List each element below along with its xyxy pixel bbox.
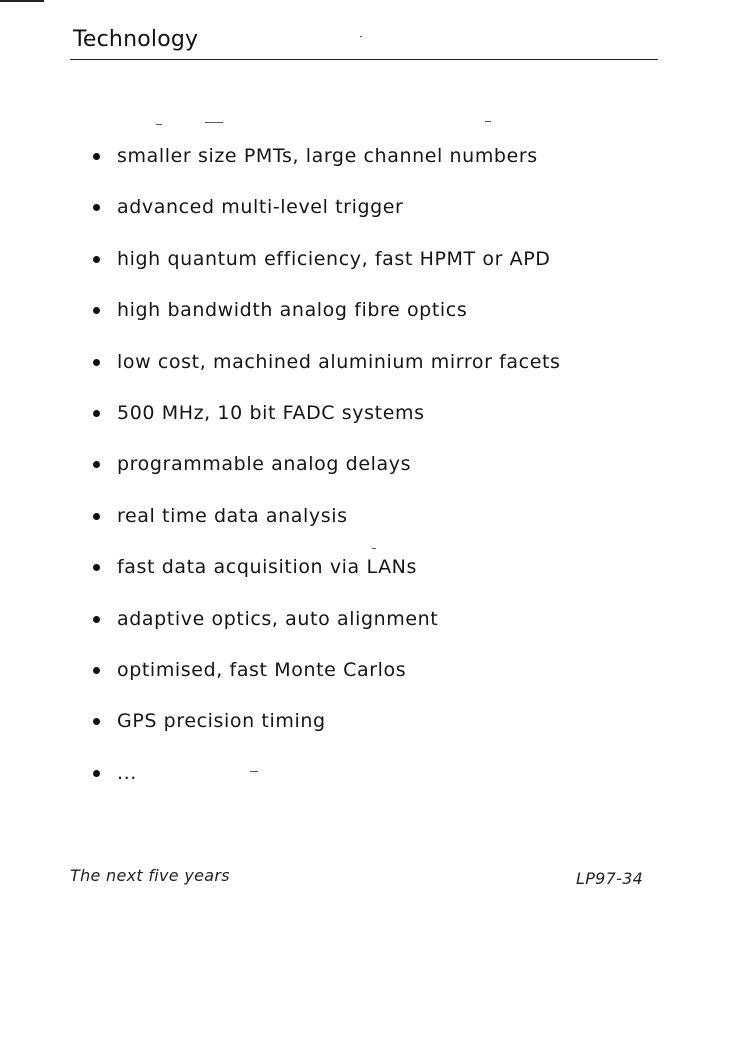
- list-item-text: 500 MHz, 10 bit FADC systems: [117, 401, 425, 424]
- list-item: [93, 502, 561, 553]
- list-item-text: adaptive optics, auto alignment: [117, 607, 439, 630]
- bullet-icon: [93, 256, 100, 263]
- list-item-text: real time data analysis: [117, 504, 348, 527]
- list-item-text: advanced multi-level trigger: [117, 196, 404, 219]
- bullet-icon: [93, 616, 100, 623]
- list-item: [93, 553, 561, 604]
- technology-list: [93, 142, 561, 810]
- footer-page-id: LP97-34: [576, 869, 644, 888]
- bullet-icon: [93, 153, 100, 160]
- scan-speck: [156, 124, 162, 125]
- list-item: [93, 605, 561, 656]
- list-item: [93, 348, 561, 399]
- list-item-text: optimised, fast Monte Carlos: [117, 658, 407, 681]
- bullet-icon: [93, 667, 100, 674]
- scan-speck: [485, 121, 491, 122]
- list-item-text: ...: [117, 761, 137, 784]
- list-item-text: high quantum efficiency, fast HPMT or APD: [117, 247, 551, 270]
- list-item: [93, 399, 561, 450]
- list-item: [93, 707, 561, 758]
- list-item-text: high bandwidth analog fibre optics: [117, 299, 468, 322]
- page-title: Technology: [73, 27, 199, 52]
- bullet-icon: [93, 410, 100, 417]
- list-item-text: GPS precision timing: [117, 710, 326, 733]
- list-item: [93, 193, 561, 244]
- bullet-icon: [93, 718, 100, 725]
- title-divider: [70, 59, 658, 60]
- bullet-icon: [93, 770, 100, 777]
- list-item: [93, 759, 561, 810]
- list-item-text: low cost, machined aluminium mirror facets: [117, 350, 561, 373]
- list-item: [93, 656, 561, 707]
- bullet-icon: [93, 359, 100, 366]
- bullet-icon: [93, 307, 100, 314]
- list-item: [93, 245, 561, 296]
- bullet-icon: [93, 564, 100, 571]
- list-item-text: smaller size PMTs, large channel numbers: [117, 145, 538, 167]
- scan-speck: [360, 36, 362, 37]
- list-item: [93, 450, 561, 501]
- bullet-icon: [93, 513, 100, 520]
- list-item-text: fast data acquisition via LANs: [117, 556, 417, 579]
- bullet-icon: [93, 461, 100, 468]
- footer-subtitle: The next five years: [70, 866, 230, 885]
- scan-speck: [205, 122, 223, 123]
- list-item-text: programmable analog delays: [117, 453, 412, 476]
- list-item: [93, 142, 561, 193]
- corner-mark: [0, 0, 44, 2]
- list-item: [93, 296, 561, 347]
- bullet-icon: [93, 204, 100, 211]
